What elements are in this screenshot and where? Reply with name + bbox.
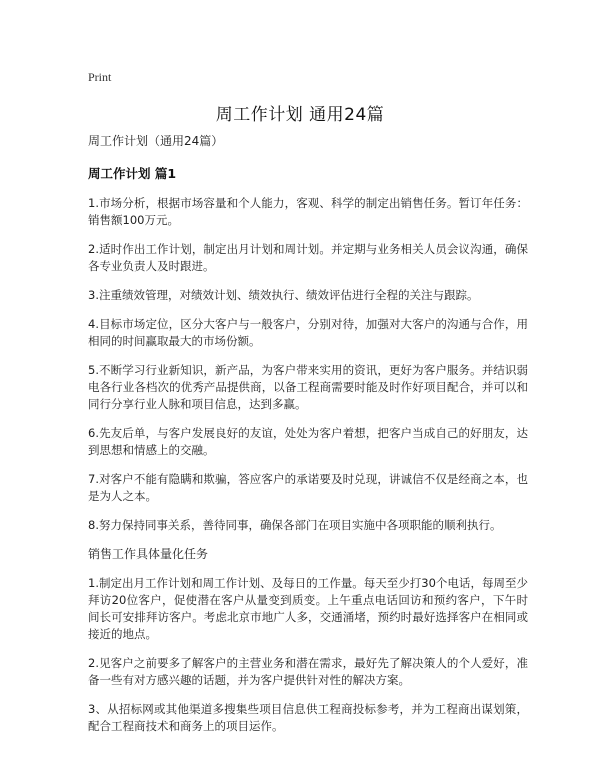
paragraph: 2.适时作出工作计划，制定出月计划和周计划。并定期与业务相关人员会议沟通，确保各专业负责人及时跟进。 [88,242,528,273]
print-label[interactable]: Print [88,70,112,84]
paragraph: 1.制定出月工作计划和周工作计划、及每日的工作量。每天至少打30个电话，每周至少拜访20位客户，促使潜在客户从量变到质变。上午重点电话回访和预约客户，下午时间长可安排拜访客户。考虑北京市地广人多，交通涌堵，预约时最好选择客户在相同或接近的地点。 [88,576,528,641]
section-heading-1: 周工作计划 篇1 [88,166,177,181]
paragraph: 2.见客户之前要多了解客户的主营业务和潜在需求，最好先了解决策人的个人爱好，准备一些有对方感兴趣的话题，并为客户提供针对性的解决方案。 [88,656,528,687]
paragraph: 5.不断学习行业新知识，新产品，为客户带来实用的资讯，更好为客户服务。并结识弱电各行业各档次的优秀产品提供商，以备工程商需要时能及时作好项目配合，并可以和同行分享行业人脉和项目信息，达到多赢。 [88,363,528,411]
document-subtitle: 周工作计划（通用24篇） [88,134,224,148]
paragraph: 3、从招标网或其他渠道多搜集些项目信息供工程商投标参考，并为工程商出谋划策，配合工程商技术和商务上的项目运作。 [88,702,528,733]
page-title: 周工作计划 通用24篇 [215,105,385,125]
section-heading-2: 销售工作具体量化任务 [88,547,209,561]
paragraph: 4.目标市场定位，区分大客户与一般客户，分别对待，加强对大客户的沟通与合作，用相同的时间赢取最大的市场份额。 [88,317,528,348]
document-body [88,133,528,747]
paragraph: 1.市场分析，根据市场容量和个人能力，客观、科学的制定出销售任务。暂订年任务：销售额100万元。 [88,196,528,227]
paragraph: 7.对客户不能有隐瞒和欺骗，答应客户的承诺要及时兑现，讲诚信不仅是经商之本，也是为人之本。 [88,472,528,503]
paragraph: 8.努力保持同事关系，善待同事，确保各部门在项目实施中各项职能的顺利执行。 [88,518,502,532]
paragraph: 3.注重绩效管理，对绩效计划、绩效执行、绩效评估进行全程的关注与跟踪。 [88,288,479,302]
paragraph: 6.先友后单，与客户发展良好的友谊，处处为客户着想，把客户当成自己的好朋友，达到思想和情感上的交融。 [88,426,528,457]
